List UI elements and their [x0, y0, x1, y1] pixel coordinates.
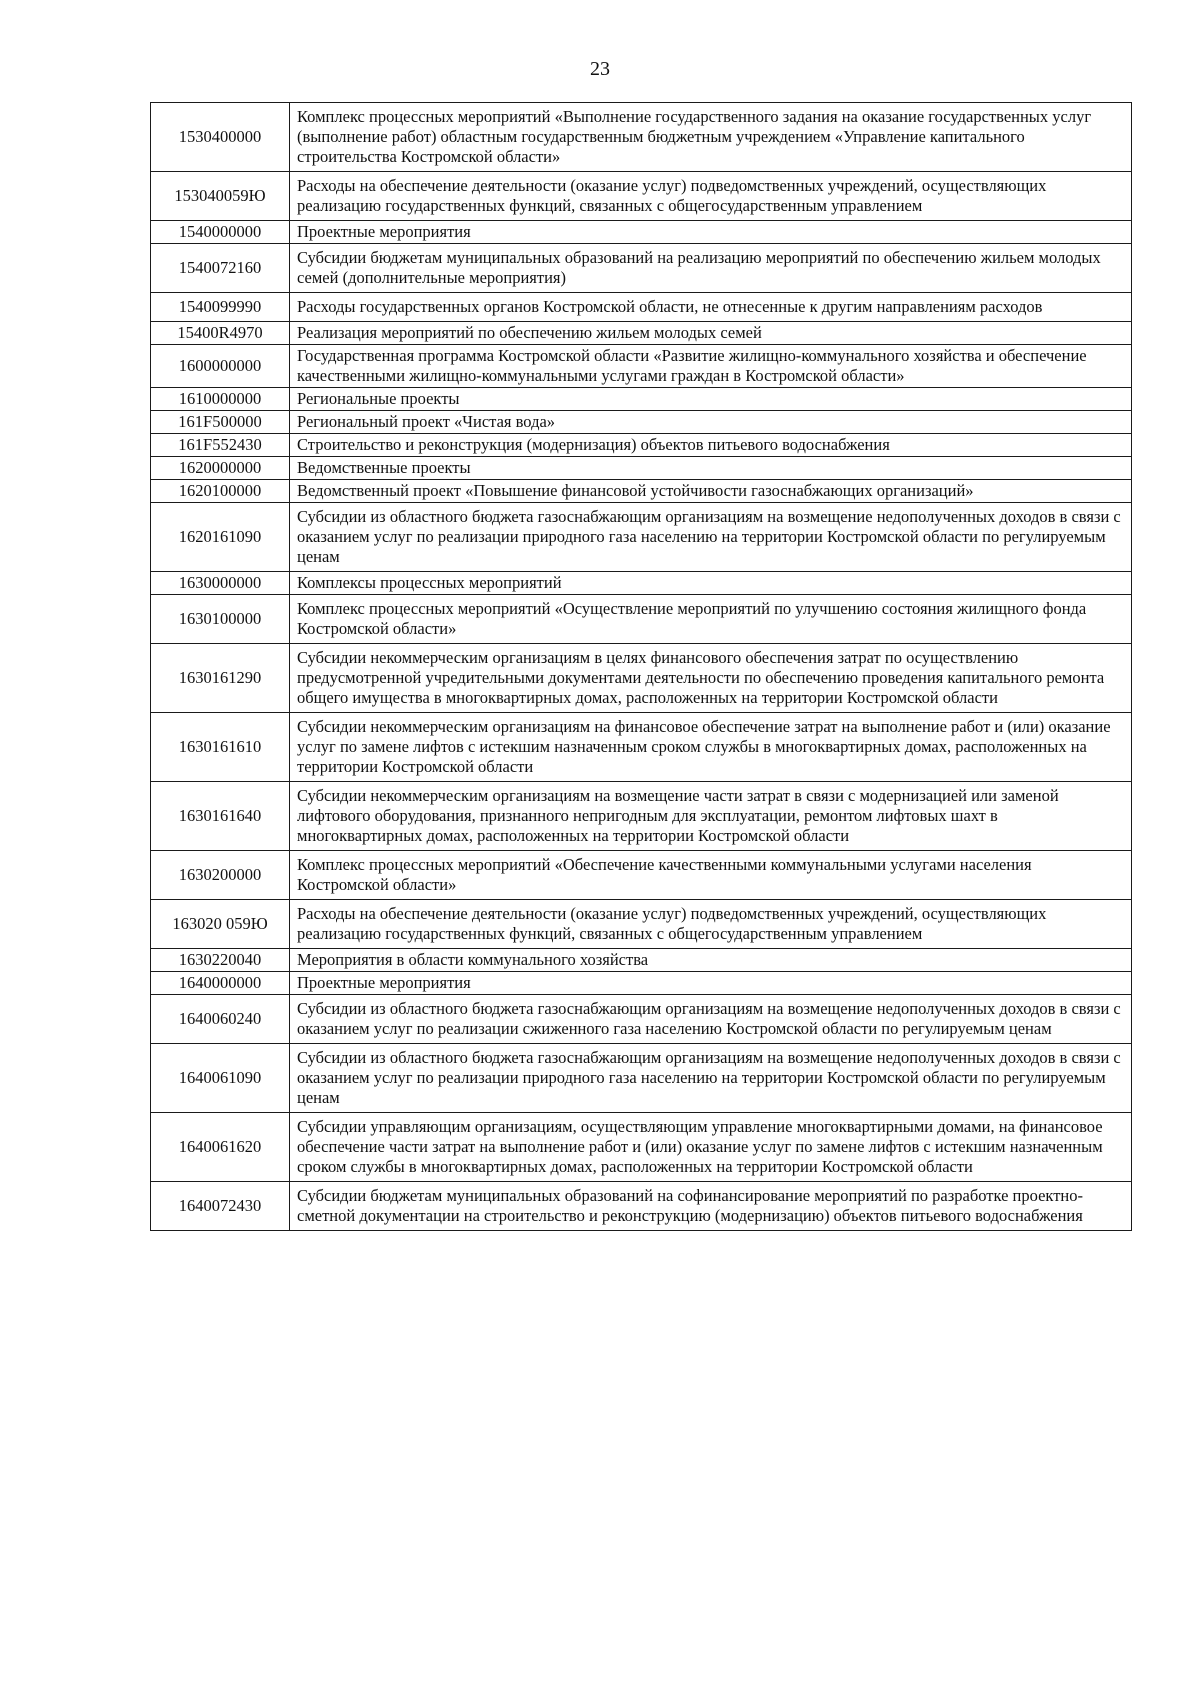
- description-cell: Региональный проект «Чистая вода»: [290, 411, 1132, 434]
- table-row: [151, 851, 1132, 900]
- table-row: [151, 322, 1132, 345]
- description-cell: Субсидии некоммерческим организациям на возмещение части затрат в связи с модернизацией или заменой лифтового оборудования, признанного непригодным для эксплуатации, ремонтом лифтовых шахт в многоквартирных домах, расположенных на территории Костромской области: [290, 782, 1132, 851]
- description-cell: Субсидии бюджетам муниципальных образований на реализацию мероприятий по обеспечению жильем молодых семей (дополнительные мероприятия): [290, 244, 1132, 293]
- code-cell: 163020 059Ю: [151, 900, 290, 949]
- table-row: [151, 411, 1132, 434]
- code-cell: 1630161290: [151, 644, 290, 713]
- table-row: [151, 172, 1132, 221]
- table-row: [151, 995, 1132, 1044]
- code-cell: 1630161640: [151, 782, 290, 851]
- description-cell: Ведомственный проект «Повышение финансовой устойчивости газоснабжающих организаций»: [290, 480, 1132, 503]
- description-cell: Мероприятия в области коммунального хозяйства: [290, 949, 1132, 972]
- code-cell: 1540072160: [151, 244, 290, 293]
- code-cell: 161F552430: [151, 434, 290, 457]
- table-row: [151, 949, 1132, 972]
- code-cell: 1540099990: [151, 293, 290, 322]
- table-row: [151, 595, 1132, 644]
- description-cell: Комплексы процессных мероприятий: [290, 572, 1132, 595]
- description-cell: Комплекс процессных мероприятий «Выполнение государственного задания на оказание государственных услуг (выполнение работ) областным государственным бюджетным учреждением «Управление капитального строительства Костромской области»: [290, 103, 1132, 172]
- table-row: [151, 434, 1132, 457]
- code-cell: 1630000000: [151, 572, 290, 595]
- code-cell: 153040059Ю: [151, 172, 290, 221]
- table-row: [151, 503, 1132, 572]
- table-row: [151, 221, 1132, 244]
- code-cell: 1630200000: [151, 851, 290, 900]
- code-cell: 1630220040: [151, 949, 290, 972]
- table-row: [151, 713, 1132, 782]
- description-cell: Ведомственные проекты: [290, 457, 1132, 480]
- description-cell: Комплекс процессных мероприятий «Осуществление мероприятий по улучшению состояния жилищного фонда Костромской области»: [290, 595, 1132, 644]
- code-cell: 1600000000: [151, 345, 290, 388]
- table-row: [151, 972, 1132, 995]
- description-cell: Субсидии некоммерческим организациям в целях финансового обеспечения затрат по осуществлению предусмотренной учредительными документами деятельности по обеспечению проведения капитального ремонта общего имущества в многоквартирных домах, расположенных на территории Костромской области: [290, 644, 1132, 713]
- description-cell: Субсидии некоммерческим организациям на финансовое обеспечение затрат на выполнение работ и (или) оказание услуг по замене лифтов с истекшим назначенным сроком службы в многоквартирных домах, расположенных на территории Костромской области: [290, 713, 1132, 782]
- table-row: [151, 900, 1132, 949]
- budget-codes-table: [150, 102, 1132, 1231]
- code-cell: 1610000000: [151, 388, 290, 411]
- description-cell: Строительство и реконструкция (модернизация) объектов питьевого водоснабжения: [290, 434, 1132, 457]
- description-cell: Субсидии бюджетам муниципальных образований на софинансирование мероприятий по разработке проектно-сметной документации на строительство и реконструкцию (модернизацию) объектов питьевого водоснабжения: [290, 1182, 1132, 1231]
- table-body: [151, 103, 1132, 1231]
- code-cell: 1630100000: [151, 595, 290, 644]
- code-cell: 161F500000: [151, 411, 290, 434]
- code-cell: 1530400000: [151, 103, 290, 172]
- code-cell: 1620161090: [151, 503, 290, 572]
- table-row: [151, 480, 1132, 503]
- table-row: [151, 782, 1132, 851]
- table-row: [151, 103, 1132, 172]
- code-cell: 1630161610: [151, 713, 290, 782]
- description-cell: Расходы государственных органов Костромской области, не отнесенные к другим направлениям расходов: [290, 293, 1132, 322]
- code-cell: 1640072430: [151, 1182, 290, 1231]
- description-cell: Расходы на обеспечение деятельности (оказание услуг) подведомственных учреждений, осуществляющих реализацию государственных функций, связанных с общегосударственным управлением: [290, 172, 1132, 221]
- description-cell: Субсидии из областного бюджета газоснабжающим организациям на возмещение недополученных доходов в связи с оказанием услуг по реализации сжиженного газа населению Костромской области по регулируемым ценам: [290, 995, 1132, 1044]
- table-row: [151, 644, 1132, 713]
- table-row: [151, 293, 1132, 322]
- description-cell: Расходы на обеспечение деятельности (оказание услуг) подведомственных учреждений, осуществляющих реализацию государственных функций, связанных с общегосударственным управлением: [290, 900, 1132, 949]
- code-cell: 1640060240: [151, 995, 290, 1044]
- table-row: [151, 388, 1132, 411]
- code-cell: 1620000000: [151, 457, 290, 480]
- table-row: [151, 1113, 1132, 1182]
- description-cell: Комплекс процессных мероприятий «Обеспечение качественными коммунальными услугами населения Костромской области»: [290, 851, 1132, 900]
- code-cell: 1620100000: [151, 480, 290, 503]
- page-number: 23: [590, 58, 610, 80]
- code-cell: 15400R4970: [151, 322, 290, 345]
- description-cell: Проектные мероприятия: [290, 972, 1132, 995]
- table-row: [151, 345, 1132, 388]
- code-cell: 1640061620: [151, 1113, 290, 1182]
- table-row: [151, 572, 1132, 595]
- description-cell: Региональные проекты: [290, 388, 1132, 411]
- description-cell: Реализация мероприятий по обеспечению жильем молодых семей: [290, 322, 1132, 345]
- table-row: [151, 1044, 1132, 1113]
- description-cell: Субсидии управляющим организациям, осуществляющим управление многоквартирными домами, на финансовое обеспечение части затрат на выполнение работ и (или) оказание услуг по замене лифтов с истекшим назначенным сроком службы в многоквартирных домах, расположенных на территории Костромской области: [290, 1113, 1132, 1182]
- code-cell: 1540000000: [151, 221, 290, 244]
- description-cell: Государственная программа Костромской области «Развитие жилищно-коммунального хозяйства и обеспечение качественными жилищно-коммунальными услугами граждан в Костромской области»: [290, 345, 1132, 388]
- code-cell: 1640000000: [151, 972, 290, 995]
- code-cell: 1640061090: [151, 1044, 290, 1113]
- table-row: [151, 1182, 1132, 1231]
- description-cell: Субсидии из областного бюджета газоснабжающим организациям на возмещение недополученных доходов в связи с оказанием услуг по реализации природного газа населению на территории Костромской области по регулируемым ценам: [290, 1044, 1132, 1113]
- description-cell: Субсидии из областного бюджета газоснабжающим организациям на возмещение недополученных доходов в связи с оказанием услуг по реализации природного газа населению на территории Костромской области по регулируемым ценам: [290, 503, 1132, 572]
- table-row: [151, 457, 1132, 480]
- description-cell: Проектные мероприятия: [290, 221, 1132, 244]
- table-row: [151, 244, 1132, 293]
